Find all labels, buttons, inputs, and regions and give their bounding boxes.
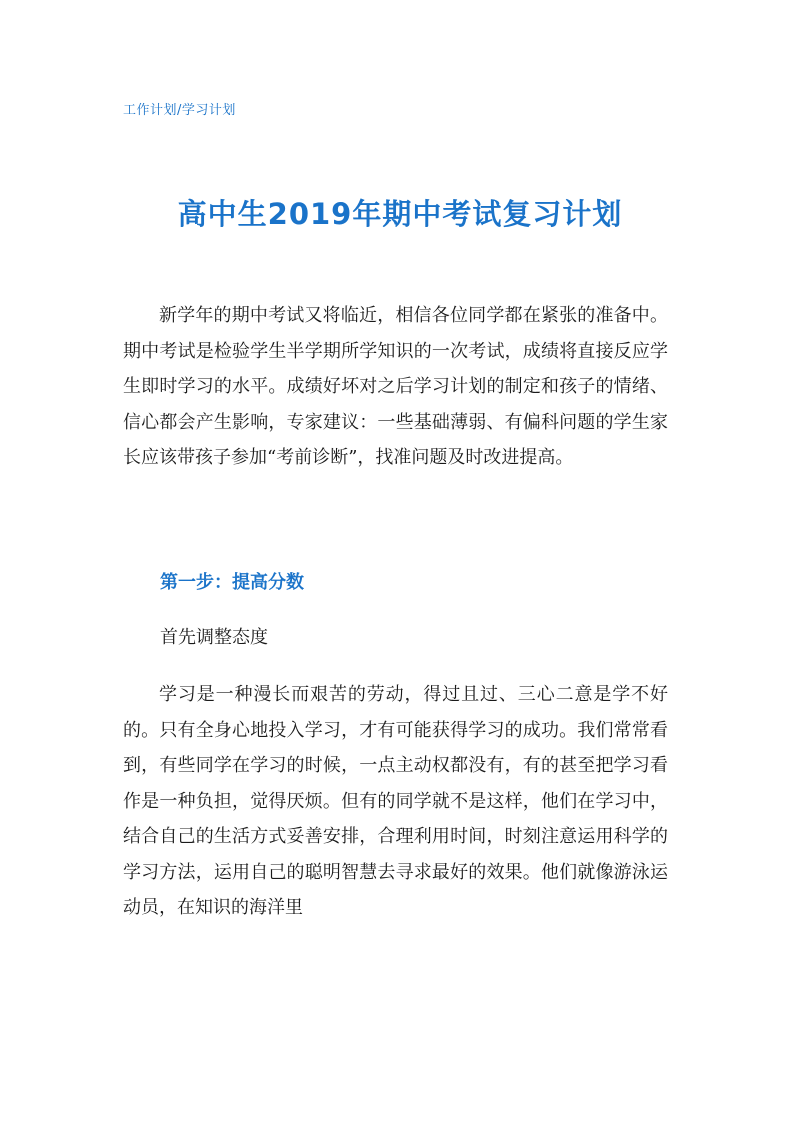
body-paragraph: 学习是一种漫长而艰苦的劳动，得过且过、三心二意是学不好的。只有全身心地投入学习，才有可能获得学习的成功。我们常常看到，有些同学在学习的时候，一点主动权都没有，有的甚至把学习看作是一种负担，觉得厌烦。但有的同学就不是这样，他们在学习中，结合自己的生活方式妥善安排，合理利用时间，时刻注意运用科学的学习方法，运用自己的聪明智慧去寻求最好的效果。他们就像游泳运动员，在知识的海洋里 (123, 684, 668, 918)
page-title: 高中生2019年期中考试复习计划 (177, 197, 623, 231)
breadcrumb[interactable]: 工作计划/学习计划 (123, 103, 236, 118)
step-heading: 第一步：提高分数 (160, 572, 304, 593)
intro-paragraph: 新学年的期中考试又将临近，相信各位同学都在紧张的准备中。期中考试是检验学生半学期所学知识的一次考试，成绩将直接反应学生即时学习的水平。成绩好坏对之后学习计划的制定和孩子的情绪、信心都会产生影响，专家建议：一些基础薄弱、有偏科问题的学生家长应该带孩子参加“考前诊断”，找准问题及时改进提高。 (123, 305, 668, 468)
section-subheading: 首先调整态度 (160, 627, 268, 648)
